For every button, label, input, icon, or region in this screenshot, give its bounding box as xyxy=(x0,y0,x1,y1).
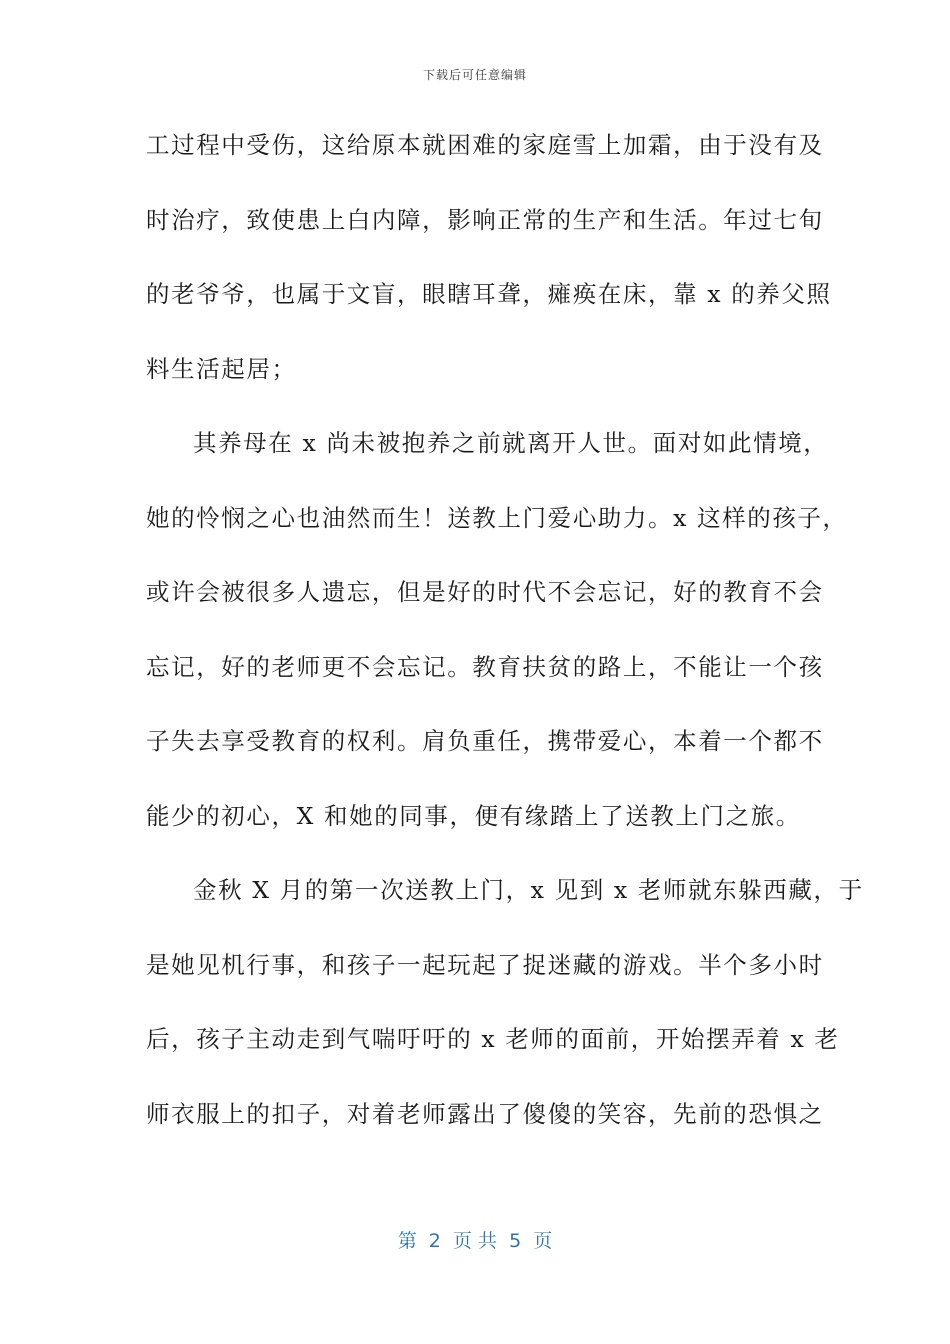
text-line: 子失去享受教育的权利。肩负重任，携带爱心，本着一个都不 xyxy=(146,727,824,755)
text-line: 是她见机行事，和孩子一起玩起了捉迷藏的游戏。半个多小时 xyxy=(146,950,824,979)
text-line: 能少的初心，X 和她的同事，便有缘踏上了送教上门之旅。 xyxy=(146,801,801,830)
text-line: 她的怜悯之心也油然而生！送教上门爱心助力。x 这样的孩子， xyxy=(146,503,848,532)
paragraph-start-line: 金秋 X 月的第一次送教上门，x 见到 x 老师就东躲西藏，于 xyxy=(193,876,864,904)
page-number-footer: 第 2 页 共 5 页 xyxy=(397,1230,553,1252)
text-line: 料生活起居； xyxy=(146,354,297,383)
page-header: 下载后可任意编辑 xyxy=(422,68,527,82)
text-line: 或许会被很多人遗忘，但是好的时代不会忘记，好的教育不会 xyxy=(146,578,824,606)
document-body xyxy=(146,124,864,1167)
text-line: 工过程中受伤，这给原本就困难的家庭雪上加霜，由于没有及 xyxy=(146,131,824,159)
text-line: 忘记，好的老师更不会忘记。教育扶贫的路上，不能让一个孩 xyxy=(146,652,824,681)
paragraph-start-line: 其养母在 x 尚未被抱养之前就离开人世。面对如此情境， xyxy=(193,429,829,457)
text-line: 的老爷爷，也属于文盲，眼瞎耳聋，瘫痪在床，靠 x 的养父照 xyxy=(146,280,832,308)
text-line: 师衣服上的扣子，对着老师露出了傻傻的笑容，先前的恐惧之 xyxy=(146,1099,824,1128)
text-line: 时治疗，致使患上白内障，影响正常的生产和生活。年过七旬 xyxy=(146,205,824,234)
text-line: 后，孩子主动走到气喘吁吁的 x 老师的面前，开始摆弄着 x 老 xyxy=(146,1025,840,1053)
